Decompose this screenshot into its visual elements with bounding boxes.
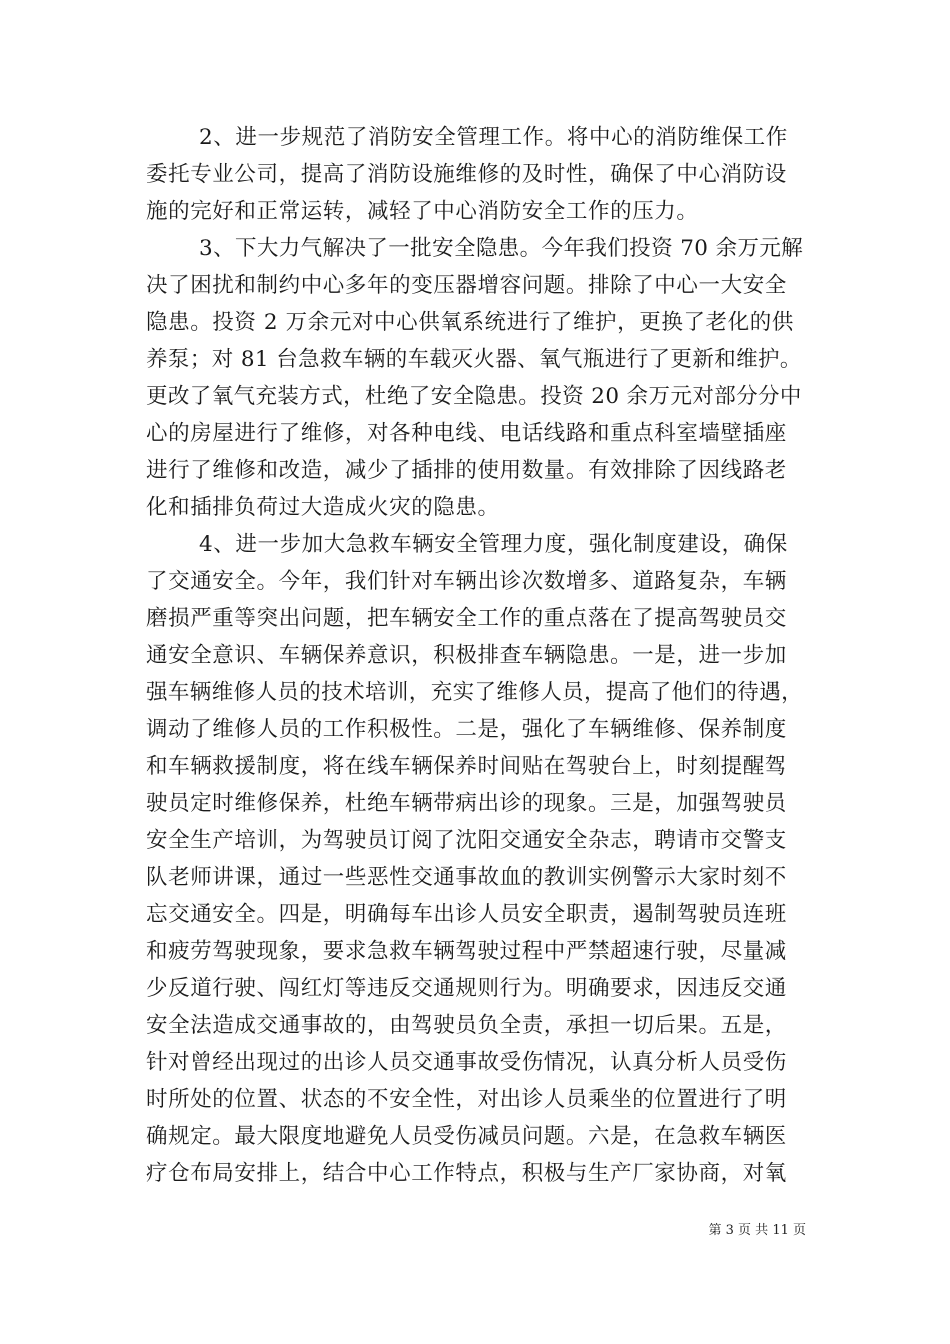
paragraph-line: 忘交通安全。四是，明确每车出诊人员安全职责，遏制驾驶员连班 xyxy=(146,902,787,927)
paragraph-line: 驶员定时维修保养，杜绝车辆带病出诊的现象。三是，加强驾驶员 xyxy=(146,791,787,816)
paragraph-line: 少反道行驶、闯红灯等违反交通规则行为。明确要求，因违反交通 xyxy=(146,976,787,1001)
paragraph-line: 强车辆维修人员的技术培训，充实了维修人员，提高了他们的待遇， xyxy=(146,680,804,705)
paragraph-line: 和车辆救援制度，将在线车辆保养时间贴在驾驶台上，时刻提醒驾 xyxy=(146,754,787,779)
paragraph-line: 心的房屋进行了维修，对各种电线、电话线路和重点科室墙壁插座 xyxy=(146,421,787,446)
paragraph-line: 更改了氧气充装方式，杜绝了安全隐患。投资 20 余万元对部分分中 xyxy=(146,384,802,409)
paragraph-line: 决了困扰和制约中心多年的变压器增容问题。排除了中心一大安全 xyxy=(146,273,787,298)
paragraph-line: 针对曾经出现过的出诊人员交通事故受伤情况，认真分析人员受伤 xyxy=(146,1050,787,1075)
paragraph-line: 2、进一步规范了消防安全管理工作。将中心的消防维保工作 xyxy=(199,125,788,150)
paragraph-line: 化和插排负荷过大造成火灾的隐患。 xyxy=(146,495,500,520)
paragraph-line: 磨损严重等突出问题，把车辆安全工作的重点落在了提高驾驶员交 xyxy=(146,606,787,631)
paragraph-line: 了交通安全。今年，我们针对车辆出诊次数增多、道路复杂，车辆 xyxy=(146,569,787,594)
paragraph-line: 时所处的位置、状态的不安全性，对出诊人员乘坐的位置进行了明 xyxy=(146,1087,787,1112)
paragraph-line: 4、进一步加大急救车辆安全管理力度，强化制度建设，确保 xyxy=(199,532,788,557)
paragraph-line: 进行了维修和改造，减少了插排的使用数量。有效排除了因线路老 xyxy=(146,458,787,483)
paragraph-line: 和疲劳驾驶现象，要求急救车辆驾驶过程中严禁超速行驶，尽量减 xyxy=(146,939,787,964)
paragraph-line: 通安全意识、车辆保养意识，积极排查车辆隐患。一是，进一步加 xyxy=(146,643,787,668)
paragraph-line: 施的完好和正常运转，减轻了中心消防安全工作的压力。 xyxy=(146,199,699,224)
paragraph-line: 疗仓布局安排上，结合中心工作特点，积极与生产厂家协商，对氧 xyxy=(146,1161,787,1186)
paragraph-line: 调动了维修人员的工作积极性。二是，强化了车辆维修、保养制度 xyxy=(146,717,787,742)
paragraph-line: 确规定。最大限度地避免人员受伤减员问题。六是，在急救车辆医 xyxy=(146,1124,787,1149)
paragraph-line: 委托专业公司，提高了消防设施维修的及时性，确保了中心消防设 xyxy=(146,162,787,187)
paragraph-line: 队老师讲课，通过一些恶性交通事故血的教训实例警示大家时刻不 xyxy=(146,865,787,890)
paragraph-line: 安全生产培训，为驾驶员订阅了沈阳交通安全杂志，聘请市交警支 xyxy=(146,828,787,853)
paragraph-line: 安全法造成交通事故的，由驾驶员负全责，承担一切后果。五是， xyxy=(146,1013,787,1038)
paragraph-line: 养泵；对 81 台急救车辆的车载灭火器、氧气瓶进行了更新和维护。 xyxy=(146,347,802,372)
paragraph-line: 隐患。投资 2 万余元对中心供氧系统进行了维护，更换了老化的供 xyxy=(146,310,794,335)
paragraph-line: 3、下大力气解决了一批安全隐患。今年我们投资 70 余万元解 xyxy=(199,236,804,261)
page-number-footer: 第 3 页 共 11 页 xyxy=(708,1223,806,1238)
